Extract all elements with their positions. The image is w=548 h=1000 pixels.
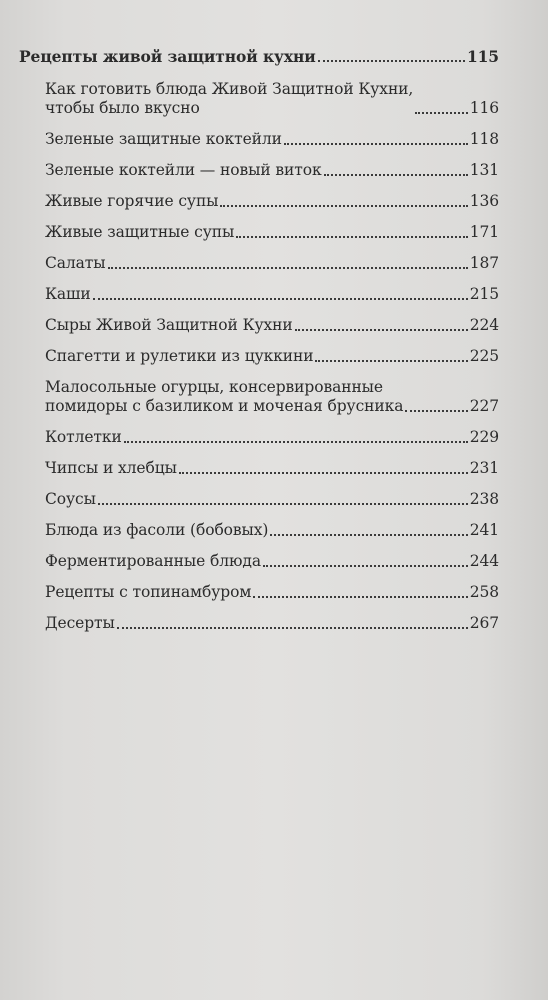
toc-entry-title: Салаты [45, 254, 106, 272]
dot-leader [108, 266, 468, 269]
toc-entry-page: 258 [469, 583, 499, 601]
toc-entry-page: 224 [469, 316, 499, 334]
dot-leader [236, 235, 467, 238]
toc-entry-title: Зеленые коктейли — новый виток [45, 161, 322, 179]
toc-entry-page: 227 [469, 397, 499, 415]
dot-leader [98, 502, 468, 505]
toc-entry-page: 171 [469, 223, 499, 241]
toc-entry-title: Десерты [45, 614, 115, 632]
toc-entry-title: Котлетки [45, 428, 122, 446]
toc-entry [19, 347, 499, 366]
toc-entry-title: Зеленые защитные коктейли [45, 130, 282, 148]
dot-leader [295, 328, 468, 331]
toc-entry-title: Рецепты живой защитной кухни [19, 47, 316, 66]
toc-entry-page: 115 [466, 47, 499, 66]
dot-leader [318, 59, 465, 62]
toc-entry [19, 378, 499, 416]
dot-leader [324, 173, 468, 176]
toc-entry-title: Малосольные огурцы, консервированные помидоры с базиликом и моченая брусника [45, 378, 404, 415]
toc-entry-page: 118 [469, 130, 499, 148]
toc-entry-page: 225 [469, 347, 499, 365]
toc-entry [19, 254, 499, 273]
toc-entry-page: 215 [469, 285, 499, 303]
toc-entry-title: Блюда из фасоли (бобовых) [45, 521, 269, 539]
toc-entry-title: Каши [45, 285, 91, 303]
toc-entry [19, 130, 499, 149]
toc-entry-page: 116 [469, 99, 499, 117]
dot-leader [253, 595, 467, 598]
dot-leader [179, 471, 468, 474]
dot-leader [284, 142, 468, 145]
toc-entry-title: Ферментированные блюда [45, 552, 262, 570]
dot-leader [270, 533, 467, 536]
toc-entry-title: Спагетти и рулетики из цуккини [45, 347, 314, 365]
toc-entry-page: 241 [469, 521, 499, 539]
toc-entry-title: Как готовить блюда Живой Защитной Кухни, чтобы было вкусно [45, 80, 414, 117]
toc-entry-title: Живые горячие супы [45, 192, 219, 210]
toc-entry-title: Рецепты с топинамбуром [45, 583, 252, 601]
toc-entry [19, 490, 499, 509]
toc-entry [19, 223, 499, 242]
toc-entry-page: 187 [469, 254, 499, 272]
toc-entry [19, 428, 499, 447]
toc-entry [19, 80, 499, 118]
toc-entry [19, 583, 499, 602]
dot-leader [315, 359, 467, 362]
dot-leader [93, 297, 468, 300]
toc-entry-title: Соусы [45, 490, 96, 508]
toc-entry-title: Живые защитные супы [45, 223, 235, 241]
toc-entry [19, 614, 499, 633]
table-of-contents [19, 47, 499, 645]
toc-entry [19, 316, 499, 335]
toc-entry-title: Чипсы и хлебцы [45, 459, 177, 477]
toc-entry-page: 244 [469, 552, 499, 570]
dot-leader [405, 409, 467, 412]
toc-entry-page: 131 [469, 161, 499, 179]
dot-leader [124, 440, 468, 443]
toc-entry-page: 231 [469, 459, 499, 477]
toc-entry [19, 285, 499, 304]
toc-entry-page: 238 [469, 490, 499, 508]
toc-entry-title: Сыры Живой Защитной Кухни [45, 316, 293, 334]
toc-entry [19, 161, 499, 180]
toc-entry [19, 552, 499, 571]
toc-entry [19, 521, 499, 540]
toc-section-heading [19, 47, 499, 66]
dot-leader [117, 626, 468, 629]
dot-leader [220, 204, 467, 207]
dot-leader [415, 111, 467, 114]
toc-entry-page: 229 [469, 428, 499, 446]
toc-entry-page: 136 [469, 192, 499, 210]
dot-leader [263, 564, 468, 567]
toc-entry [19, 192, 499, 211]
toc-entry-page: 267 [469, 614, 499, 632]
toc-entry [19, 459, 499, 478]
